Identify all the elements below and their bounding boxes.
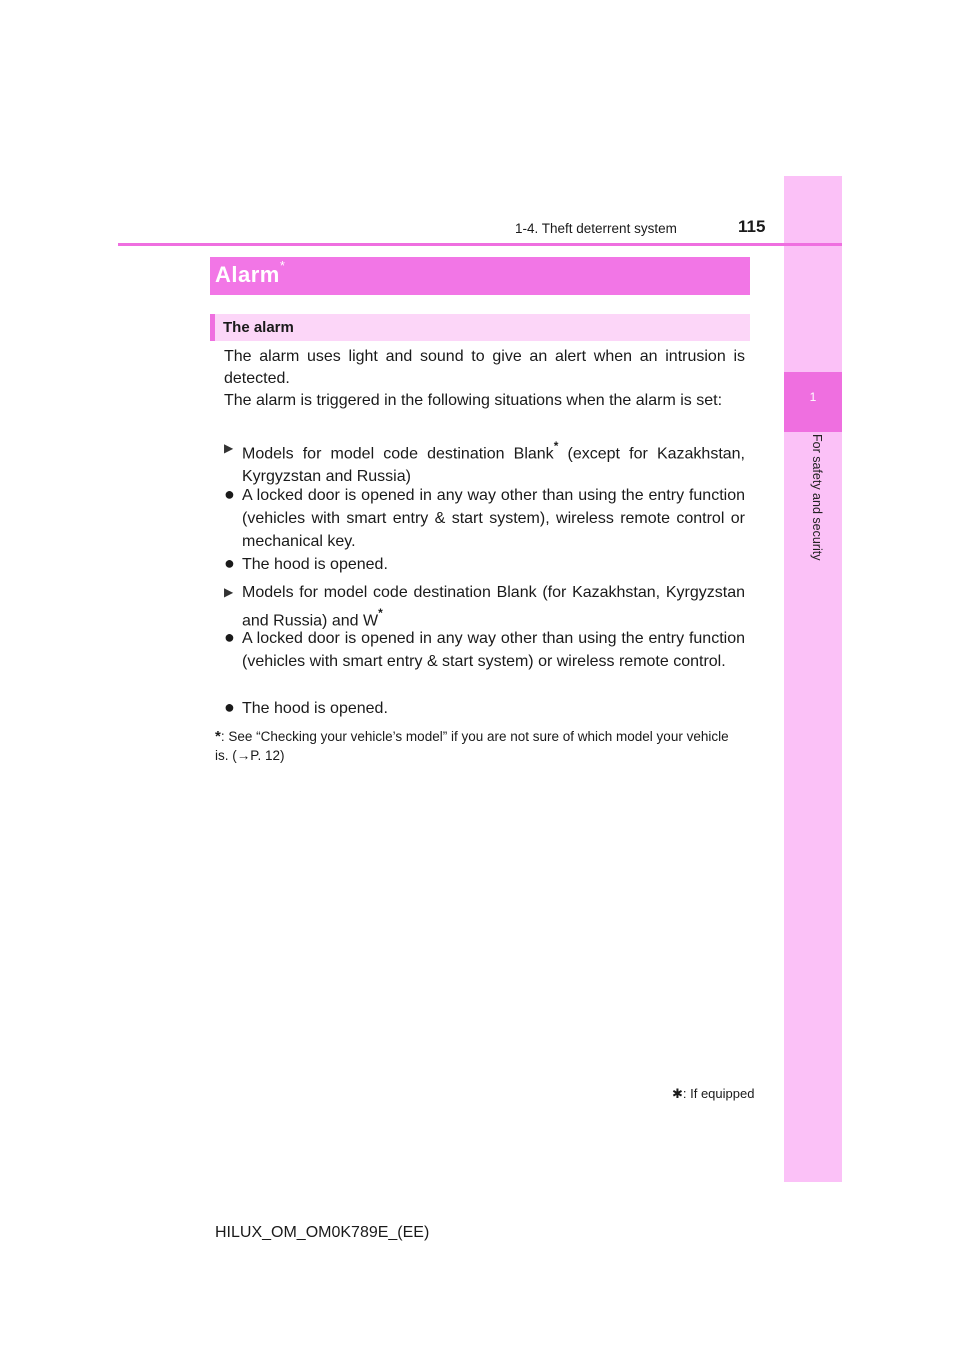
page-number: 115 bbox=[738, 217, 766, 236]
section-title: 1-4. Theft deterrent system bbox=[515, 221, 677, 236]
chapter-label: For safety and security bbox=[810, 434, 824, 561]
condition-heading-2: ▶ Models for model code destination Blank (for Kazakhstan, Kyrgyzstan and Russia) and W* bbox=[224, 581, 745, 632]
bullet-icon: ● bbox=[224, 484, 235, 504]
list-item: ● A locked door is opened in any way other than using the entry function (vehicles with smart entry & start system) or wireless remote control. bbox=[224, 627, 745, 670]
triangle-right-icon: ▶ bbox=[224, 585, 234, 599]
page-title: Alarm* bbox=[215, 258, 286, 287]
intro-paragraph-1: The alarm uses light and sound to give an alert when an intrusion is detected. bbox=[224, 348, 745, 387]
chapter-side-tab bbox=[784, 176, 842, 1182]
footnote: *: See “Checking your vehicle’s model” if you are not sure of which model your vehicle is. (→P. 12) bbox=[215, 728, 729, 763]
bullet-icon: ● bbox=[224, 697, 235, 717]
condition-heading-1: ▶ Models for model code destination Blank* (except for Kazakhstan, Kyrgyzstan and Russia) bbox=[224, 439, 745, 486]
subtitle-accent bbox=[210, 314, 215, 341]
list-item: ● A locked door is opened in any way other than using the entry function (vehicles with smart entry & start system), wireless remote control or mechanical key. bbox=[224, 484, 745, 550]
chapter-number: 1 bbox=[809, 390, 817, 404]
triangle-right-icon: ▶ bbox=[224, 441, 234, 455]
title-bar bbox=[210, 257, 750, 295]
if-equipped-note: ✱: If equipped bbox=[672, 1086, 755, 1101]
list-item: ● The hood is opened. bbox=[224, 697, 388, 717]
document-code: HILUX_OM_OM0K789E_(EE) bbox=[215, 1224, 430, 1241]
title-marker: * bbox=[279, 258, 286, 273]
bullet-icon: ● bbox=[224, 553, 235, 573]
intro-paragraph-2: The alarm is triggered in the following situations when the alarm is set: bbox=[224, 392, 723, 409]
list-item: ● The hood is opened. bbox=[224, 553, 388, 573]
bullet-icon: ● bbox=[224, 627, 235, 647]
subtitle: The alarm bbox=[223, 319, 294, 336]
header-divider bbox=[118, 243, 842, 246]
